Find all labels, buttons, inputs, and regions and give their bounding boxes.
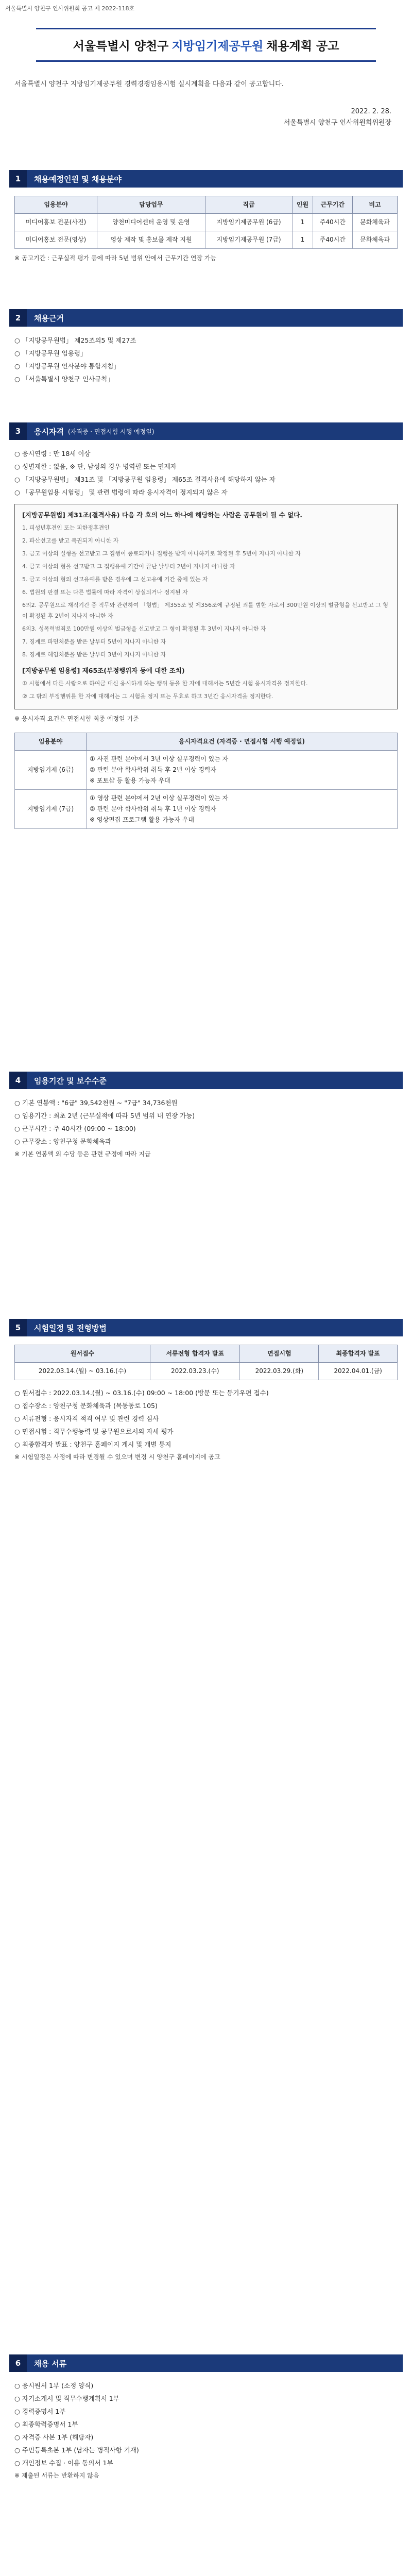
table-cell: 문화체육과 — [352, 231, 397, 249]
section-number: 4 — [9, 1072, 27, 1089]
term-pay-note: ※ 기본 연봉액 외 수당 등은 관련 규정에 따라 지급 — [14, 1150, 151, 1158]
list-item: ○ 최종학력증명서 1부 — [14, 2419, 398, 2430]
schedule-block — [14, 1345, 398, 1465]
list-item: ○ 응시원서 1부 (소정 양식) — [14, 2380, 398, 2391]
box-title: [지방공무원법] 제31조(결격사유) 다음 각 호의 어느 하나에 해당하는 사람은 공무원이 될 수 없다. — [22, 511, 302, 519]
table-row — [15, 790, 398, 829]
box-line: 6의3. 성폭력범죄로 100만원 이상의 벌금형을 선고받고 그 형이 확정된 후 3년이 지나지 아니한 자 — [22, 625, 266, 632]
box-line: 6. 법원의 판결 또는 다른 법률에 따라 자격이 상실되거나 정지된 자 — [22, 589, 188, 596]
section-header-5 — [9, 1319, 403, 1336]
list-item: ○ 자기소개서 및 직무수행계획서 1부 — [14, 2393, 398, 2404]
documents-note: ※ 제출된 서류는 반환하지 않음 — [14, 2472, 99, 2479]
box-line: ① 시험에서 다른 사람으로 하여금 대신 응시하게 하는 행위 등을 한 자에 대해서는 5년간 시험 응시자격을 정지한다. — [22, 680, 308, 687]
list-item: ○ 「서울특별시 양천구 인사규칙」 — [14, 374, 398, 384]
section-number: 1 — [9, 170, 27, 188]
section-header-2 — [9, 309, 403, 327]
section-title: 응시자격 — [34, 427, 64, 436]
documents-block — [14, 2380, 398, 2483]
table-cell: 주40시간 — [313, 214, 352, 231]
table-header: 담당업무 — [97, 196, 205, 214]
section-header-4 — [9, 1072, 403, 1089]
list-item: ○ 근무시간 : 주 40시간 (09:00 ~ 18:00) — [14, 1123, 398, 1134]
basis-block — [14, 335, 398, 386]
section-title: 채용 서류 — [34, 2359, 67, 2368]
table-header: 최종합격자 발표 — [319, 1345, 398, 1363]
box-line: ② 그 밖의 부정행위를 한 자에 대해서는 그 시험을 정지 또는 무효로 하고 3년간 응시자격을 정지한다. — [22, 693, 273, 700]
intro-text: 서울특별시 양천구 지방임기제공무원 경력경쟁임용시험 실시계획을 다음과 같이 공고합니다. — [14, 80, 284, 88]
table-cell: 양천미디어센터 운영 및 운영 — [97, 214, 205, 231]
table-header: 응시자격요건 (자격증 · 면접시험 시행 예정일) — [87, 733, 398, 751]
table-cell: 2022.04.01.(금) — [319, 1363, 398, 1380]
list-item: ○ 주민등록초본 1부 (남자는 병적사항 기재) — [14, 2445, 398, 2455]
section-subtitle: (자격증 · 면접시험 시행 예정일) — [67, 428, 154, 435]
term-pay-block — [14, 1097, 398, 1162]
list-item: ○ 「지방공무원 인사분야 통합지침」 — [14, 361, 398, 371]
notice-number: 서울특별시 양천구 인사위원회 공고 제 2022-118호 — [5, 5, 135, 12]
table-header: 임용분야 — [15, 196, 97, 214]
table-header-row — [15, 196, 398, 214]
recruit-table — [14, 196, 398, 249]
table-cell: 1 — [293, 231, 313, 249]
section-header-1 — [9, 170, 403, 188]
table-cell: ① 사진 관련 분야에서 3년 이상 실무경력이 있는 자 ② 관련 분야 학사학위 취득 후 2년 이상 경력자 ※ 포토샵 등 활용 가능자 우대 — [87, 751, 398, 790]
schedule-note: ※ 시험일정은 사정에 따라 변경될 수 있으며 변경 시 양천구 홈페이지에 공고 — [14, 1453, 220, 1461]
list-item: ○ 응시연령 : 만 18세 이상 — [14, 448, 398, 459]
list-item: ○ 접수장소 : 양천구청 문화체육과 (목동동로 105) — [14, 1400, 398, 1411]
issuer-name: 서울특별시 양천구 인사위원회위원장 — [283, 119, 391, 127]
table-cell: 주40시간 — [313, 231, 352, 249]
table-cell: 2022.03.14.(월) ~ 03.16.(수) — [15, 1363, 150, 1380]
table-cell: 지방임기제 (7급) — [15, 790, 87, 829]
table-cell: 문화체육과 — [352, 214, 397, 231]
table-cell: 2022.03.29.(화) — [240, 1363, 319, 1380]
table-cell: 2022.03.23.(수) — [150, 1363, 240, 1380]
section-number: 2 — [9, 309, 27, 327]
table-header: 직급 — [205, 196, 292, 214]
table-cell: 지방임기제공무원 (6급) — [205, 214, 292, 231]
issuer-block — [21, 106, 391, 129]
recruit-block — [14, 196, 398, 266]
table-row — [15, 231, 398, 249]
section-header-3 — [9, 422, 403, 440]
list-item: ○ 원서접수 : 2022.03.14.(월) ~ 03.16.(수) 09:00 ~ 18:00 (방문 또는 등기우편 접수) — [14, 1387, 398, 1398]
disqualification-box — [14, 504, 398, 709]
list-item: ○ 기본 연봉액 : "6급" 39,542천원 ~ "7급" 34,736천원 — [14, 1097, 398, 1108]
box-line: 3. 금고 이상의 실형을 선고받고 그 집행이 종료되거나 집행을 받지 아니하기로 확정된 후 5년이 지나지 아니한 자 — [22, 550, 301, 557]
section-number: 6 — [9, 2354, 27, 2372]
qualification-table — [14, 733, 398, 829]
recruit-note: ※ 공고기간 : 근무실적 평가 등에 따라 5년 범위 안에서 근무기간 연장 가능 — [14, 255, 217, 262]
issue-date: 2022. 2. 28. — [351, 108, 391, 115]
box-line: 8. 징계로 해임처분을 받은 날부터 3년이 지나지 아니한 자 — [22, 651, 166, 658]
table-cell: 지방임기제공무원 (7급) — [205, 231, 292, 249]
table-header: 근무기간 — [313, 196, 352, 214]
table-cell: 영상 제작 및 홍보물 제작 지원 — [97, 231, 205, 249]
table-cell: 미디어홍보 전문(사진) — [15, 214, 97, 231]
qualification-block — [14, 448, 398, 829]
table-cell: 1 — [293, 214, 313, 231]
list-item: ○ 경력증명서 1부 — [14, 2406, 398, 2417]
box-line: 7. 징계로 파면처분을 받은 날부터 5년이 지나지 아니한 자 — [22, 638, 166, 645]
list-item: ○ 성별제한 : 없음, ※ 단, 남성의 경우 병역필 또는 면제자 — [14, 461, 398, 472]
table-header-row — [15, 1345, 398, 1363]
title-main: 서울특별시 양천구 — [73, 39, 169, 53]
section-title: 임용기간 및 보수수준 — [34, 1076, 107, 1086]
title-highlight: 지방임기제공무원 — [171, 39, 264, 53]
box2-title: [지방공무원 임용령] 제65조(부정행위자 등에 대한 조치) — [22, 667, 185, 674]
table-header-row — [15, 733, 398, 751]
table-row — [15, 751, 398, 790]
list-item: ○ 서류전형 : 응시자격 적격 여부 및 관련 경력 심사 — [14, 1413, 398, 1424]
table-header: 임용분야 — [15, 733, 87, 751]
list-item: ○ 「지방공무원 임용령」 — [14, 348, 398, 359]
table-cell: 지방임기제 (6급) — [15, 751, 87, 790]
list-item: ○ 「공무원임용 시험령」 및 관련 법령에 따라 응시자격이 정지되지 않은 자 — [14, 487, 398, 498]
qualification-note: ※ 응시자격 요건은 면접시험 최종 예정일 기준 — [14, 715, 139, 722]
table-cell: ① 영상 관련 분야에서 2년 이상 실무경력이 있는 자 ② 관련 분야 학사학위 취득 후 1년 이상 경력자 ※ 영상편집 프로그램 활용 가능자 우대 — [87, 790, 398, 829]
section-title: 채용예정인원 및 채용분야 — [34, 174, 122, 184]
table-header: 면접시험 — [240, 1345, 319, 1363]
section-title: 채용근거 — [34, 313, 64, 323]
section-title: 시험일정 및 전형방법 — [34, 1323, 107, 1333]
title-tail: 채용계획 공고 — [266, 39, 339, 53]
section-number: 3 — [9, 422, 27, 440]
table-cell: 미디어홍보 전문(영상) — [15, 231, 97, 249]
box-line: 4. 금고 이상의 형을 선고받고 그 집행유예 기간이 끝난 날부터 2년이 지나지 아니한 자 — [22, 563, 235, 570]
table-header: 원서접수 — [15, 1345, 150, 1363]
list-item: ○ 최종합격자 발표 : 양천구 홈페이지 게시 및 개별 통지 — [14, 1439, 398, 1450]
schedule-table — [14, 1345, 398, 1380]
list-item: ○ 근무장소 : 양천구청 문화체육과 — [14, 1136, 398, 1147]
page-title — [36, 28, 376, 62]
table-header: 비고 — [352, 196, 397, 214]
table-header: 인원 — [293, 196, 313, 214]
box-line: 5. 금고 이상의 형의 선고유예를 받은 경우에 그 선고유예 기간 중에 있는 자 — [22, 576, 208, 583]
list-item: ○ 임용기간 : 최초 2년 (근무실적에 따라 5년 범위 내 연장 가능) — [14, 1110, 398, 1121]
section-number: 5 — [9, 1319, 27, 1336]
list-item: ○ 면접시험 : 직무수행능력 및 공무원으로서의 자세 평가 — [14, 1426, 398, 1437]
box-line: 2. 파산선고를 받고 복권되지 아니한 자 — [22, 537, 119, 544]
list-item: ○ 「지방공무원법」 제25조의5 및 제27조 — [14, 335, 398, 346]
table-row — [15, 214, 398, 231]
box-line: 6의2. 공무원으로 재직기간 중 직무와 관련하여 「형법」 제355조 및 제356조에 규정된 죄를 범한 자로서 300만원 이상의 벌금형을 선고받고 그 형이 확정된 후 2년이 지나지 아니한 자 — [22, 602, 388, 619]
table-row — [15, 1363, 398, 1380]
box-line: 1. 피성년후견인 또는 피한정후견인 — [22, 524, 110, 531]
list-item: ○ 개인정보 수집 · 이용 동의서 1부 — [14, 2458, 398, 2468]
section-header-6 — [9, 2354, 403, 2372]
list-item: ○ 「지방공무원법」 제31조 및 「지방공무원 임용령」 제65조 결격사유에 해당하지 않는 자 — [14, 474, 398, 485]
table-header: 서류전형 합격자 발표 — [150, 1345, 240, 1363]
list-item: ○ 자격증 사본 1부 (해당자) — [14, 2432, 398, 2443]
